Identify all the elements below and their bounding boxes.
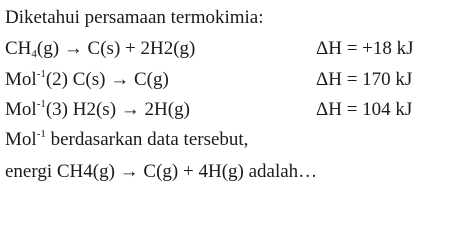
equation-3-enthalpy: ΔH = 104 kJ <box>316 99 413 120</box>
data-note-unit: Mol <box>5 129 37 150</box>
question-text: energi CH4(g) → C(g) + 4H(g) adalah… <box>5 161 318 182</box>
equation-3-unit: Mol <box>5 99 37 120</box>
equation-2 <box>5 70 169 89</box>
data-note <box>5 130 248 149</box>
data-note-unit-sup: -1 <box>36 128 46 140</box>
data-note-text: berdasarkan data tersebut, <box>45 129 249 150</box>
equation-1-reactant: CH <box>5 38 32 59</box>
equation-3 <box>5 100 190 119</box>
equation-2-text: (2) C(s) → C(g) <box>45 69 169 90</box>
equation-3-text: (3) H2(s) → 2H(g) <box>45 99 190 120</box>
equation-1-enthalpy: ΔH = +18 kJ <box>316 38 414 59</box>
equation-1-subscript: 4 <box>31 48 37 60</box>
equation-2-unit-sup: -1 <box>36 68 46 80</box>
equation-3-unit-sup: -1 <box>36 98 46 110</box>
equation-2-unit: Mol <box>5 69 37 90</box>
equation-1-rest: (g) → C(s) + 2H2(g) <box>36 38 196 59</box>
intro-text: Diketahui persamaan termokimia: <box>5 7 264 28</box>
equation-1 <box>5 39 195 58</box>
equation-2-enthalpy: ΔH = 170 kJ <box>316 69 413 90</box>
